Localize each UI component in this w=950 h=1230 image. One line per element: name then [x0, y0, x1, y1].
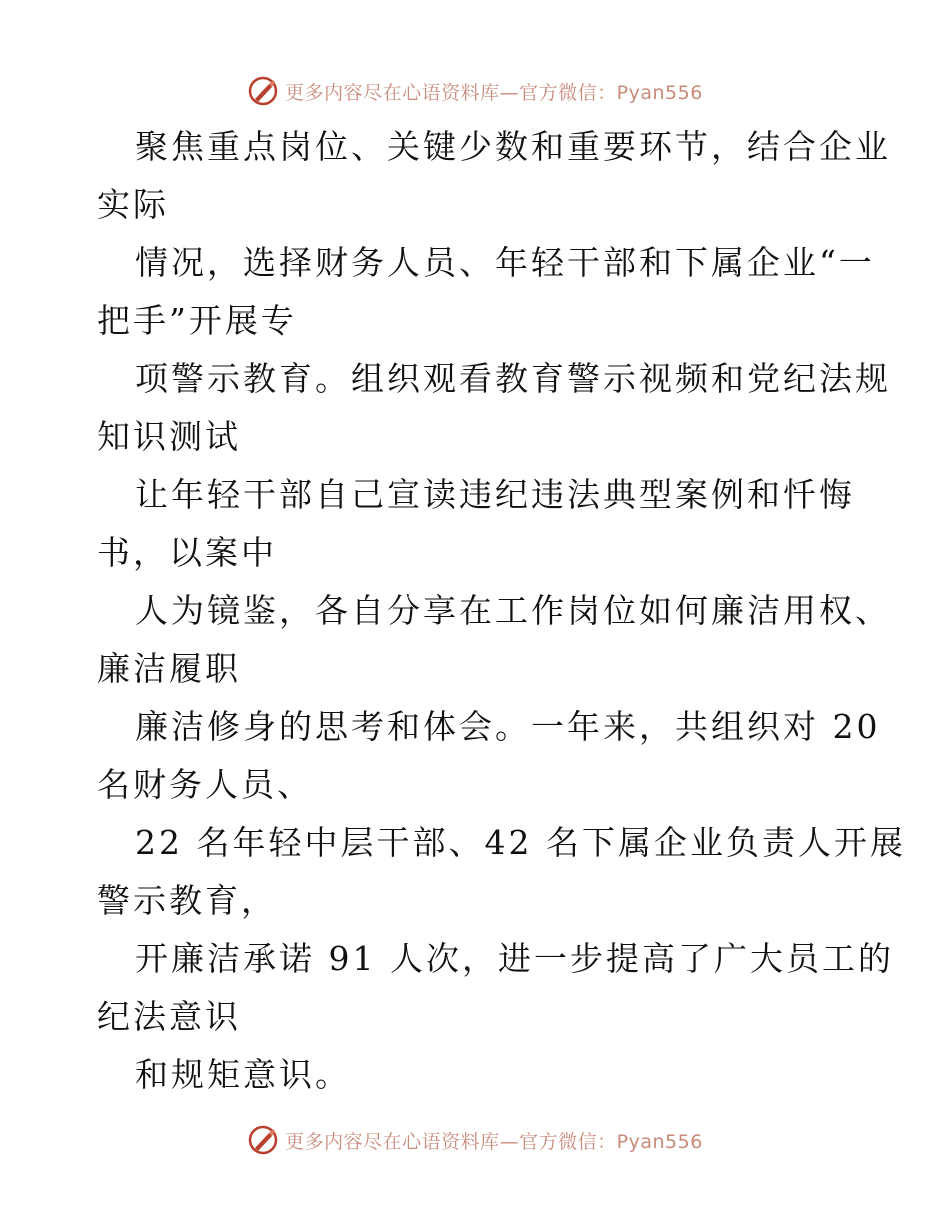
text-line: 情况，选择财务人员、年轻干部和下属企业“一	[135, 243, 875, 282]
pen-logo-icon	[247, 75, 279, 107]
text-line: 实际	[97, 185, 169, 224]
text-line: 名财务人员、	[97, 765, 313, 804]
text-line: 廉洁履职	[97, 649, 241, 688]
text-line: 纪法意识	[97, 997, 241, 1036]
text-line: 知识测试	[97, 417, 241, 456]
watermark-text: 更多内容尽在心语资料库—官方微信：Pyan556	[285, 1130, 703, 1153]
text-line: 把手”开展专	[97, 301, 297, 340]
document-body	[97, 118, 906, 1104]
text-line: 警示教育，	[97, 881, 277, 920]
text-line: 和规矩意识。	[135, 1055, 351, 1094]
header-watermark	[0, 73, 950, 109]
text-line: 22 名年轻中层干部、42 名下属企业负责人开展	[135, 823, 906, 862]
text-line: 开廉洁承诺 91 人次，进一步提高了广大员工的	[135, 939, 894, 978]
footer-watermark	[0, 1122, 950, 1158]
text-line: 聚焦重点岗位、关键少数和重要环节，结合企业	[135, 127, 891, 166]
text-line: 廉洁修身的思考和体会。一年来，共组织对 20	[135, 707, 881, 746]
text-line: 项警示教育。组织观看教育警示视频和党纪法规	[135, 359, 891, 398]
watermark-text: 更多内容尽在心语资料库—官方微信：Pyan556	[285, 81, 703, 104]
text-line: 让年轻干部自己宣读违纪违法典型案例和忏悔	[135, 475, 855, 514]
text-line: 书，以案中	[97, 533, 277, 572]
pen-logo-icon	[247, 1124, 279, 1156]
text-line: 人为镜鉴，各自分享在工作岗位如何廉洁用权、	[135, 591, 891, 630]
